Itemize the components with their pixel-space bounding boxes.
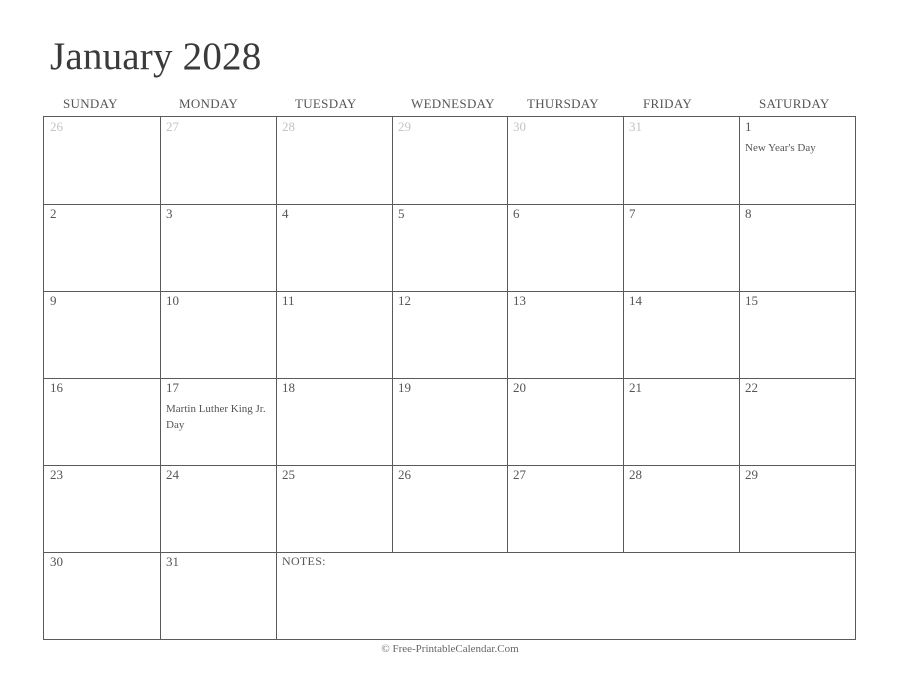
notes-area — [276, 552, 855, 639]
day-cell-friday — [623, 465, 739, 552]
calendar-grid — [43, 116, 856, 640]
day-cell-monday — [160, 204, 276, 291]
weekday-friday: FRIDAY — [643, 96, 693, 111]
day-number: 12 — [398, 293, 411, 308]
day-number: 29 — [745, 467, 758, 482]
day-cell-wednesday — [392, 291, 508, 378]
day-number: 8 — [745, 206, 752, 221]
day-cell-sunday — [44, 378, 160, 465]
day-number: 22 — [745, 380, 758, 395]
day-cell-sunday — [44, 204, 160, 291]
weekday-tuesday: TUESDAY — [295, 96, 357, 111]
day-number: 5 — [398, 206, 405, 221]
day-cell-sunday — [44, 552, 160, 639]
day-cell-monday — [160, 117, 276, 204]
day-cell-wednesday — [392, 465, 508, 552]
day-number: 16 — [50, 380, 63, 395]
day-cell-thursday — [507, 204, 623, 291]
weekday-wednesday: WEDNESDAY — [411, 96, 495, 111]
day-number: 26 — [50, 119, 63, 134]
day-number: 24 — [166, 467, 179, 482]
day-cell-thursday — [507, 117, 623, 204]
day-cell-saturday — [739, 378, 855, 465]
day-cell-sunday — [44, 465, 160, 552]
day-cell-monday — [160, 378, 276, 465]
day-cell-sunday — [44, 117, 160, 204]
day-number: 10 — [166, 293, 179, 308]
day-number: 21 — [629, 380, 642, 395]
day-number: 1 — [745, 119, 752, 134]
calendar-title: January 2028 — [50, 35, 262, 78]
day-number: 28 — [282, 119, 295, 134]
day-number: 14 — [629, 293, 642, 308]
day-number: 2 — [50, 206, 57, 221]
day-cell-wednesday — [392, 117, 508, 204]
day-number: 31 — [629, 119, 642, 134]
day-number: 26 — [398, 467, 411, 482]
holiday-label: Martin Luther King Jr. Day — [166, 403, 266, 431]
notes-label: NOTES: — [282, 554, 326, 568]
weekday-thursday: THURSDAY — [527, 96, 599, 111]
day-cell-saturday — [739, 117, 855, 204]
day-cell-monday — [160, 552, 276, 639]
day-number: 3 — [166, 206, 173, 221]
day-cell-friday — [623, 117, 739, 204]
day-number: 9 — [50, 293, 57, 308]
day-cell-sunday — [44, 291, 160, 378]
day-number: 19 — [398, 380, 411, 395]
day-cell-tuesday — [276, 204, 392, 291]
day-cell-tuesday — [276, 117, 392, 204]
day-number: 17 — [166, 380, 179, 395]
day-number: 31 — [166, 554, 179, 569]
day-number: 20 — [513, 380, 526, 395]
day-number: 30 — [513, 119, 526, 134]
day-number: 4 — [282, 206, 289, 221]
day-cell-saturday — [739, 204, 855, 291]
day-cell-thursday — [507, 465, 623, 552]
holiday-label: New Year's Day — [745, 142, 816, 154]
day-cell-monday — [160, 465, 276, 552]
day-number: 11 — [282, 293, 295, 308]
footer-credit: © Free-PrintableCalendar.Com — [381, 643, 519, 655]
day-cell-monday — [160, 291, 276, 378]
day-number: 30 — [50, 554, 63, 569]
day-number: 27 — [513, 467, 526, 482]
day-number: 13 — [513, 293, 526, 308]
day-number: 28 — [629, 467, 642, 482]
day-number: 18 — [282, 380, 295, 395]
day-number: 6 — [513, 206, 520, 221]
day-cell-thursday — [507, 378, 623, 465]
day-cell-saturday — [739, 291, 855, 378]
day-cell-thursday — [507, 291, 623, 378]
day-number: 7 — [629, 206, 636, 221]
weekday-header-row — [43, 94, 856, 116]
day-cell-wednesday — [392, 378, 508, 465]
day-cell-saturday — [739, 465, 855, 552]
day-cell-tuesday — [276, 378, 392, 465]
day-number: 15 — [745, 293, 758, 308]
day-number: 25 — [282, 467, 295, 482]
day-number: 23 — [50, 467, 63, 482]
day-cell-friday — [623, 291, 739, 378]
day-cell-tuesday — [276, 465, 392, 552]
day-cell-friday — [623, 378, 739, 465]
day-cell-friday — [623, 204, 739, 291]
weekday-monday: MONDAY — [179, 96, 239, 111]
day-number: 27 — [166, 119, 179, 134]
weekday-sunday: SUNDAY — [63, 96, 118, 111]
day-number: 29 — [398, 119, 411, 134]
day-cell-wednesday — [392, 204, 508, 291]
day-cell-tuesday — [276, 291, 392, 378]
weekday-saturday: SATURDAY — [759, 96, 830, 111]
